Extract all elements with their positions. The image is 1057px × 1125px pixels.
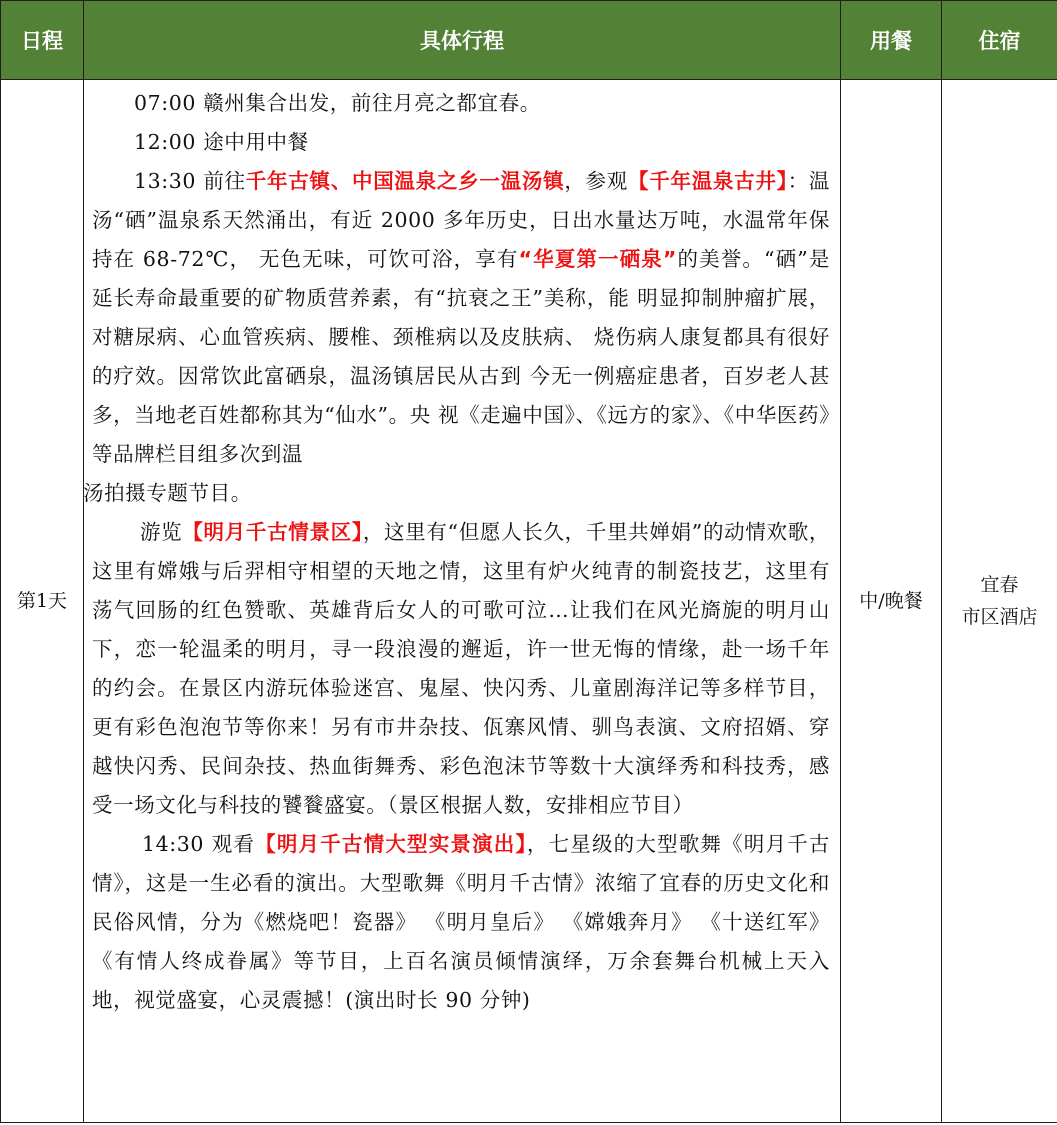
wentang-description: ：温汤“硒”温泉系天然涌出，有近 2000 多年历史，日出水量达万吨，水温常年保持在 68-72℃， 无色无味，可饮可浴，享有	[92, 169, 830, 271]
header-meals: 用餐	[841, 1, 942, 80]
selenium-spring-highlight: “华夏第一硒泉”	[518, 247, 677, 271]
show-time: 14:30 观看	[142, 832, 256, 856]
scenic-area-highlight: 【明月千古情景区】	[182, 520, 363, 544]
wentang-visit: ，参观	[564, 169, 629, 193]
meals-cell: 中/晚餐	[841, 80, 942, 1123]
day-cell: 第1天	[1, 80, 84, 1123]
selenium-description: 的美誉。“硒”是延长寿命最重要的矿物质营养素，有“抗衰之王”美称，能 明显抑制肿瘤扩展，对糖尿病、心血管疾病、腰椎、颈椎病以及皮肤病、 烧伤病人康复都具有很好的疗效。因常饮此富硒泉，温汤镇居民从古到 今无一例癌症患者，百岁老人甚多，当地老百姓都称其为“仙水”。央 视《走遍中国》、《远方的家》、《中华医药》等品牌栏目组多次到温	[92, 247, 830, 466]
header-row	[1, 1, 1057, 80]
day-row	[1, 80, 1057, 1123]
header-day: 日程	[1, 1, 84, 80]
header-itinerary: 具体行程	[84, 1, 841, 80]
wentang-town-highlight: 千年古镇、中国温泉之乡一温汤镇	[245, 169, 565, 193]
show-description: ，七星级的大型歌舞《明月千古情》，这是一生必看的演出。大型歌舞《明月千古情》浓缩了宜春的历史文化和民俗风情，分为《燃烧吧！瓷器》 《明月皇后》 《嫦娥奔月》 《十送红军》 《有情人终成眷属》等节目，上百名演员倾情演绎，万余套舞台机械上天入地，视觉盛宴，心灵震撼！(演出时长 90 分钟)	[92, 832, 830, 1012]
wentang-time: 13:30 前往	[134, 169, 246, 193]
wentang-tail: 汤拍摄专题节目。	[83, 481, 252, 505]
hotel-line-2: 市区酒店	[961, 606, 1038, 628]
scenic-description: ，这里有“但愿人长久，千里共婵娟”的动情欢歌，这里有嫦娥与后羿相守相望的天地之情，这里有炉火纯青的制瓷技艺，这里有荡气回肠的红色赞歌、英雄背后女人的可歌可泣…让我们在风光旖旎的明月山下，恋一轮温柔的明月，寻一段浪漫的邂逅，许一世无悔的情缘，赴一场千年的约会。在景区内游玩体验迷宫、鬼屋、快闪秀、儿童剧海洋记等多样节目，更有彩色泡泡节等你来！另有市井杂技、佤寨风情、驯鸟表演、文府招婿、穿越快闪秀、民间杂技、热血街舞秀、彩色泡沫节等数十大演绎秀和科技秀，感受一场文化与科技的饕餮盛宴。（景区根据人数，安排相应节目）	[92, 520, 830, 817]
header-hotel: 住宿	[942, 1, 1057, 80]
itinerary-cell	[84, 80, 841, 1123]
schedule-lunch: 12:00 途中用中餐	[134, 130, 309, 154]
schedule-wentang	[92, 162, 830, 474]
show-highlight: 【明月千古情大型实景演出】	[255, 832, 527, 856]
scenic-visit: 游览	[140, 520, 183, 544]
hotel-cell	[942, 80, 1057, 1123]
itinerary-text	[84, 80, 840, 1020]
schedule-scenic-area	[92, 513, 830, 825]
hotel-line-1: 宜春	[980, 574, 1019, 596]
schedule-show	[92, 825, 830, 1020]
ancient-well-highlight: 【千年温泉古井】	[628, 169, 788, 193]
schedule-depart: 07:00 赣州集合出发，前往月亮之都宜春。	[134, 91, 541, 115]
